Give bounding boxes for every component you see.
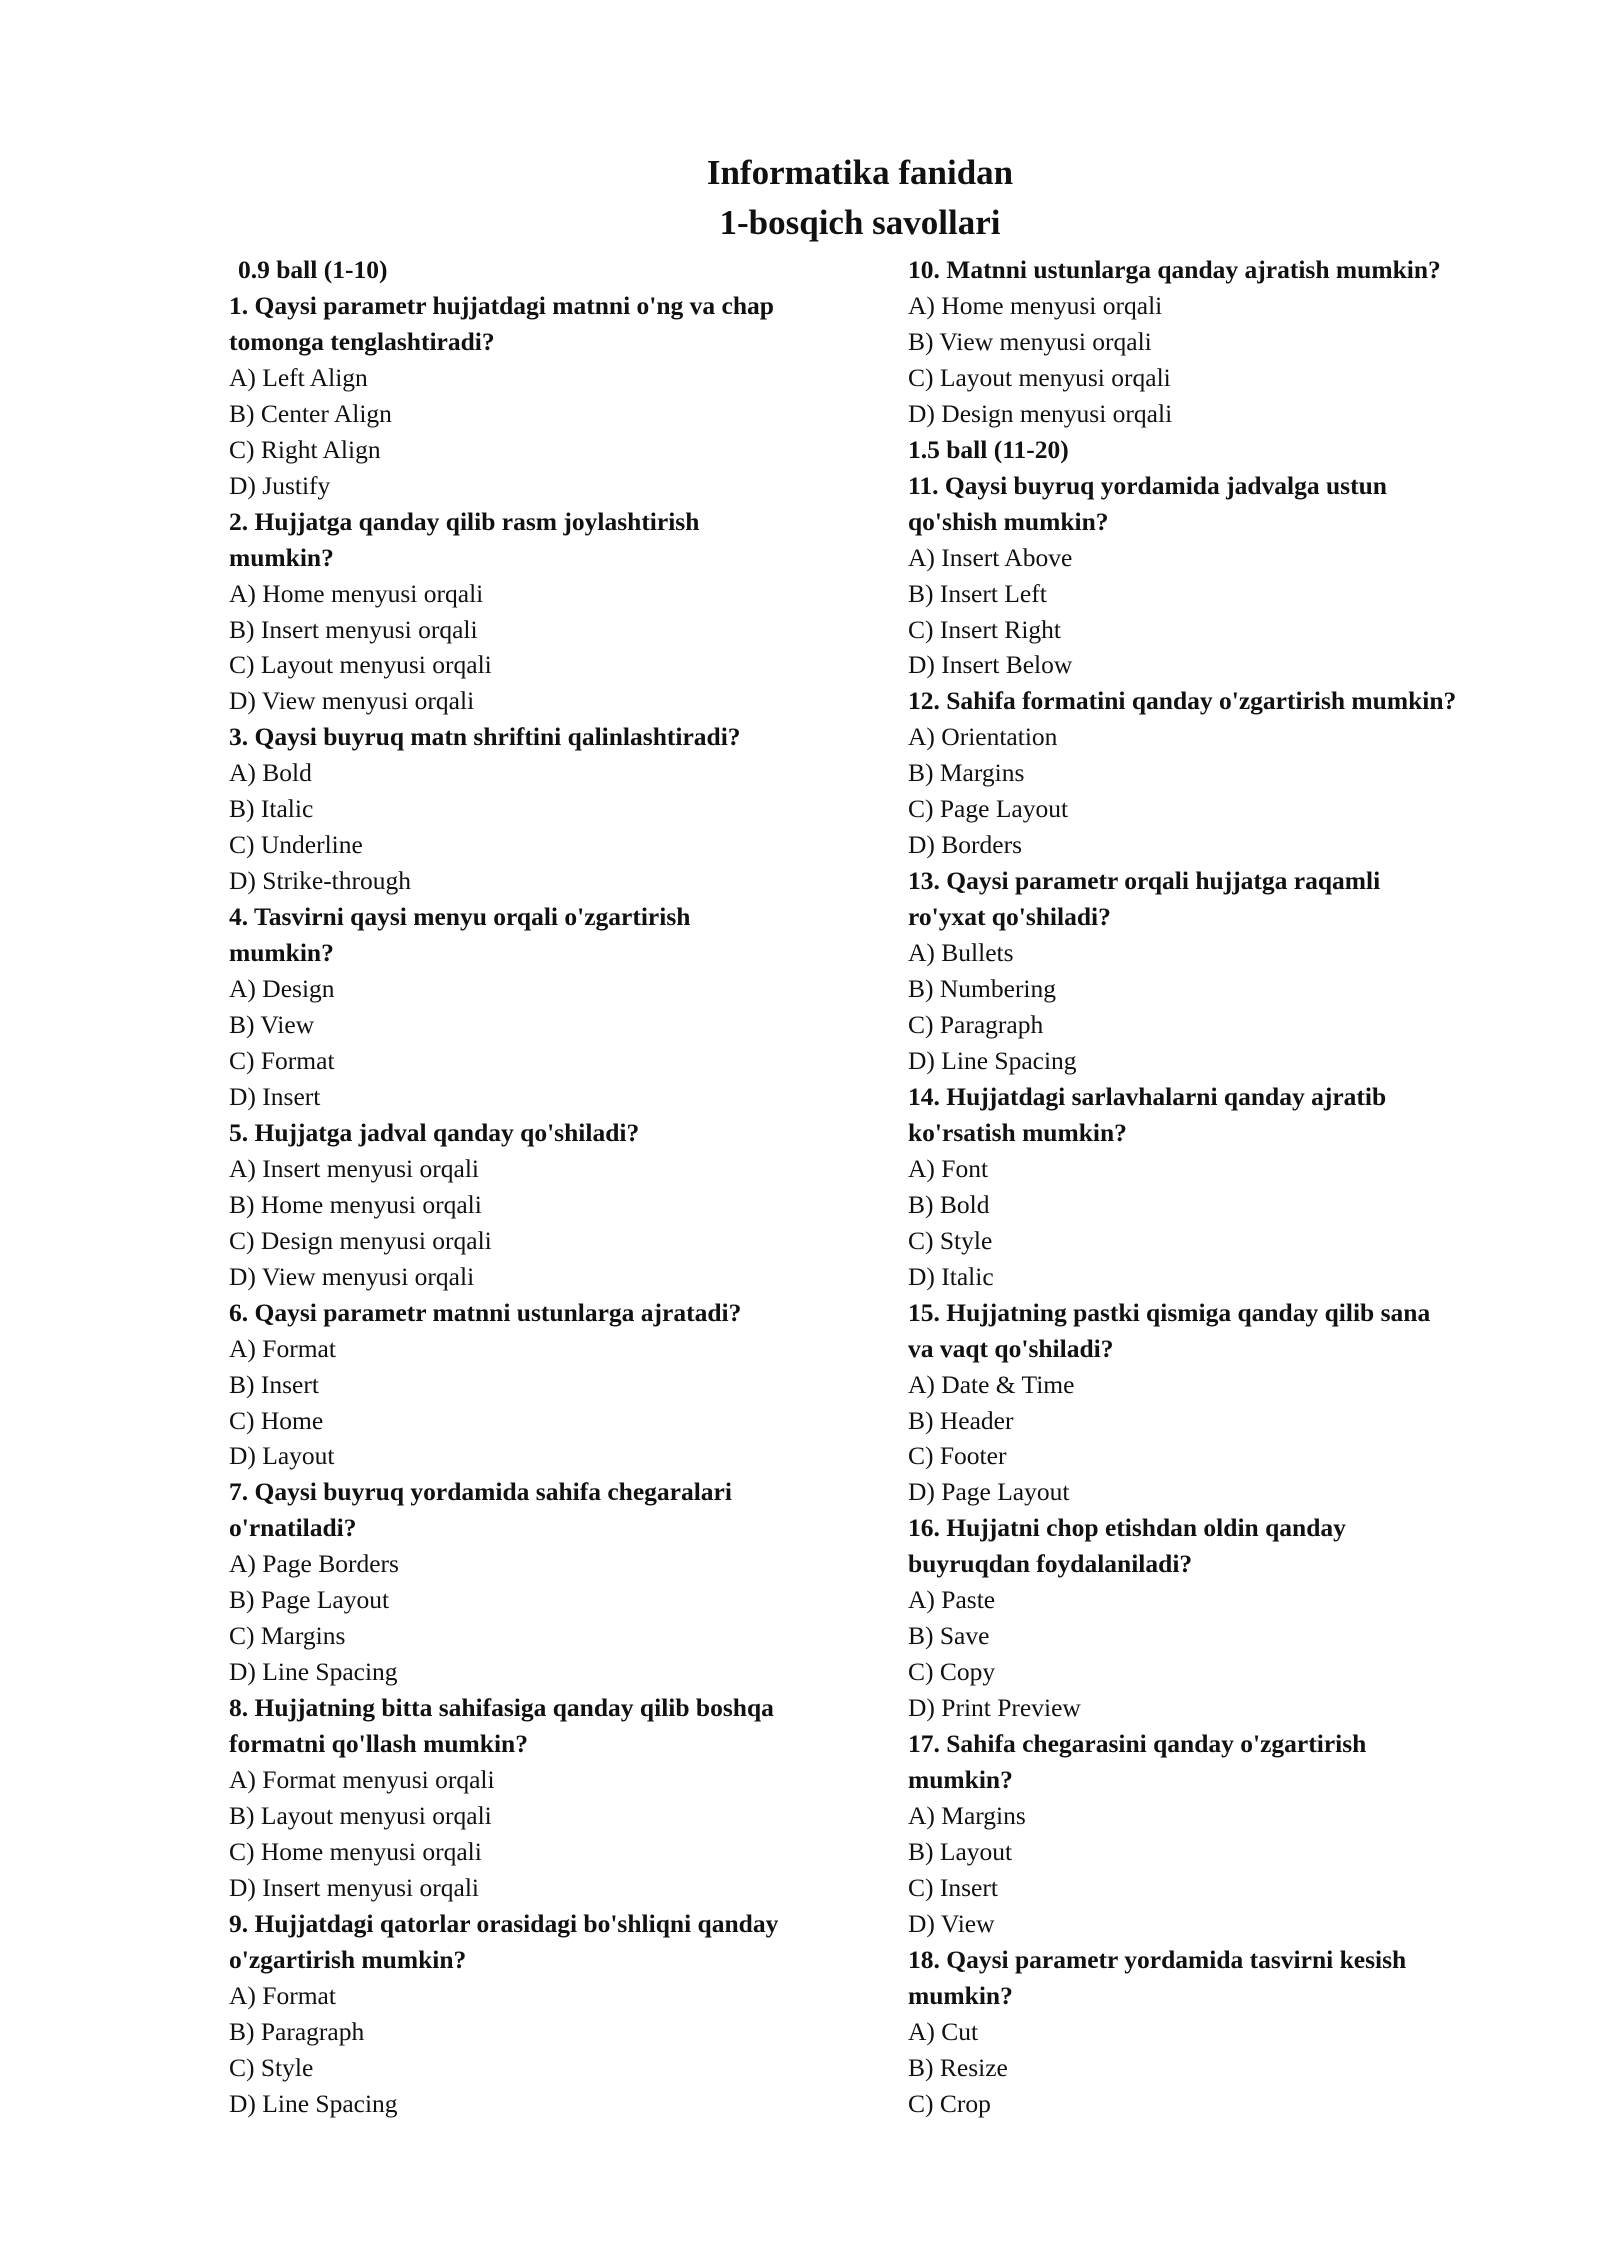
answer-option: B) Insert <box>229 1369 319 1399</box>
answer-option: D) Insert <box>229 1081 321 1111</box>
answer-option: C) Layout menyusi orqali <box>229 650 492 680</box>
answer-option: D) Borders <box>908 830 1023 860</box>
question-text: 6. Qaysi parametr matnni ustunlarga ajratadi? <box>229 1297 742 1327</box>
answer-option: B) Paragraph <box>229 2016 365 2046</box>
document-title <box>0 148 1600 248</box>
answer-option: D) Line Spacing <box>229 1657 398 1687</box>
answer-option: B) View <box>229 1010 315 1040</box>
answer-option: A) Page Borders <box>229 1549 399 1579</box>
answer-option: A) Cut <box>908 2016 979 2046</box>
answer-option: C) Crop <box>908 2088 991 2118</box>
answer-option: A) Bold <box>229 758 312 788</box>
title-line-2: 1-bosqich savollari <box>719 203 1001 242</box>
answer-option: A) Bullets <box>908 938 1014 968</box>
answer-option: D) View <box>908 1908 995 1938</box>
question-text: 8. Hujjatning bitta sahifasiga qanday qilib boshqa <box>229 1693 774 1723</box>
answer-option: B) Insert Left <box>908 578 1047 608</box>
answer-option: C) Margins <box>229 1621 346 1651</box>
answer-option: B) Bold <box>908 1189 990 1219</box>
right-column <box>908 252 1518 2122</box>
answer-option: C) Insert <box>908 1872 998 1902</box>
question-text: 15. Hujjatning pastki qismiga qanday qilib sana <box>908 1297 1431 1327</box>
question-text: 10. Matnni ustunlarga qanday ajratish mumkin? <box>908 255 1441 284</box>
question-text: 9. Hujjatdagi qatorlar orasidagi bo'shliqni qanday <box>229 1908 779 1938</box>
answer-option: A) Insert menyusi orqali <box>229 1153 479 1183</box>
question-text: tomonga tenglashtiradi? <box>229 326 495 356</box>
answer-option: A) Insert Above <box>908 542 1073 572</box>
answer-option: B) Margins <box>908 758 1025 788</box>
question-text: ko'rsatish mumkin? <box>908 1117 1127 1147</box>
question-text: 4. Tasvirni qaysi menyu orqali o'zgartirish <box>229 902 691 932</box>
question-text: ro'yxat qo'shiladi? <box>908 902 1111 932</box>
question-text: 2. Hujjatga qanday qilib rasm joylashtirish <box>229 506 700 536</box>
question-text: 18. Qaysi parametr yordamida tasvirni kesish <box>908 1944 1407 1974</box>
answer-option: B) Save <box>908 1621 990 1651</box>
answer-option: D) Layout <box>229 1441 335 1471</box>
answer-option: A) Font <box>908 1153 989 1183</box>
answer-option: A) Date & Time <box>908 1369 1075 1399</box>
question-text: mumkin? <box>908 1980 1013 2010</box>
question-text: 7. Qaysi buyruq yordamida sahifa chegaralari <box>229 1477 732 1507</box>
answer-option: A) Margins <box>908 1800 1026 1830</box>
section-heading: 1.5 ball (11-20) <box>908 434 1069 464</box>
answer-option: B) Resize <box>908 2052 1008 2082</box>
section-heading: 0.9 ball (1-10) <box>238 255 388 284</box>
question-text: 13. Qaysi parametr orqali hujjatga raqamli <box>908 866 1381 896</box>
question-text: formatni qo'llash mumkin? <box>229 1729 528 1759</box>
answer-option: B) Page Layout <box>229 1585 390 1615</box>
answer-option: D) View menyusi orqali <box>229 1261 475 1291</box>
answer-option: B) Home menyusi orqali <box>229 1189 482 1219</box>
answer-option: A) Home menyusi orqali <box>229 578 484 608</box>
answer-option: A) Paste <box>908 1585 996 1615</box>
answer-option: C) Home menyusi orqali <box>229 1836 482 1866</box>
answer-option: C) Style <box>229 2052 314 2082</box>
question-text: 3. Qaysi buyruq matn shriftini qalinlashtiradi? <box>229 722 741 752</box>
question-text: 14. Hujjatdagi sarlavhalarni qanday ajratib <box>908 1081 1387 1111</box>
answer-option: A) Home menyusi orqali <box>908 290 1163 320</box>
answer-option: D) Line Spacing <box>229 2088 398 2118</box>
answer-option: C) Underline <box>229 830 363 860</box>
left-column <box>229 252 869 2122</box>
answer-option: C) Layout menyusi orqali <box>908 362 1171 392</box>
title-line-1: Informatika fanidan <box>706 153 1014 192</box>
question-text: 5. Hujjatga jadval qanday qo'shiladi? <box>229 1117 640 1147</box>
question-text: 12. Sahifa formatini qanday o'zgartirish mumkin? <box>908 686 1457 716</box>
question-text: qo'shish mumkin? <box>908 506 1109 536</box>
answer-option: C) Paragraph <box>908 1010 1044 1040</box>
answer-option: B) Numbering <box>908 974 1057 1004</box>
answer-option: C) Design menyusi orqali <box>229 1225 492 1255</box>
answer-option: C) Format <box>229 1045 335 1075</box>
answer-option: D) View menyusi orqali <box>229 686 475 716</box>
question-text: buyruqdan foydalaniladi? <box>908 1549 1193 1579</box>
answer-option: B) Header <box>908 1405 1014 1435</box>
answer-option: D) Justify <box>229 470 331 500</box>
answer-option: C) Home <box>229 1405 324 1435</box>
question-text: va vaqt qo'shiladi? <box>908 1333 1114 1363</box>
answer-option: D) Design menyusi orqali <box>908 398 1173 428</box>
answer-option: B) Center Align <box>229 398 392 428</box>
answer-option: C) Style <box>908 1225 993 1255</box>
question-text: 1. Qaysi parametr hujjatdagi matnni o'ng va chap <box>229 290 774 320</box>
question-text: mumkin? <box>229 542 334 572</box>
answer-option: A) Design <box>229 974 335 1004</box>
answer-option: A) Left Align <box>229 362 368 392</box>
answer-option: D) Italic <box>908 1261 994 1291</box>
answer-option: A) Format menyusi orqali <box>229 1765 495 1795</box>
answer-option: D) Line Spacing <box>908 1045 1077 1075</box>
answer-option: B) Layout <box>908 1836 1013 1866</box>
answer-option: D) Insert Below <box>908 650 1073 680</box>
question-text: mumkin? <box>908 1765 1013 1795</box>
answer-option: B) Layout menyusi orqali <box>229 1800 492 1830</box>
answer-option: B) Italic <box>229 794 314 824</box>
answer-option: D) Strike-through <box>229 866 412 896</box>
question-text: o'rnatiladi? <box>229 1513 357 1543</box>
answer-option: A) Format <box>229 1980 336 2010</box>
answer-option: C) Footer <box>908 1441 1007 1471</box>
answer-option: A) Orientation <box>908 722 1058 752</box>
question-text: o'zgartirish mumkin? <box>229 1944 467 1974</box>
answer-option: C) Page Layout <box>908 794 1069 824</box>
question-text: 17. Sahifa chegarasini qanday o'zgartirish <box>908 1729 1367 1759</box>
question-text: 16. Hujjatni chop etishdan oldin qanday <box>908 1513 1346 1543</box>
answer-option: D) Page Layout <box>908 1477 1070 1507</box>
answer-option: D) Print Preview <box>908 1693 1081 1723</box>
answer-option: C) Insert Right <box>908 614 1061 644</box>
question-text: 11. Qaysi buyruq yordamida jadvalga ustun <box>908 470 1387 500</box>
answer-option: A) Format <box>229 1333 336 1363</box>
question-text: mumkin? <box>229 938 334 968</box>
answer-option: B) View menyusi orqali <box>908 326 1152 356</box>
answer-option: D) Insert menyusi orqali <box>229 1872 479 1902</box>
answer-option: C) Right Align <box>229 434 381 464</box>
answer-option: B) Insert menyusi orqali <box>229 614 478 644</box>
answer-option: C) Copy <box>908 1657 996 1687</box>
